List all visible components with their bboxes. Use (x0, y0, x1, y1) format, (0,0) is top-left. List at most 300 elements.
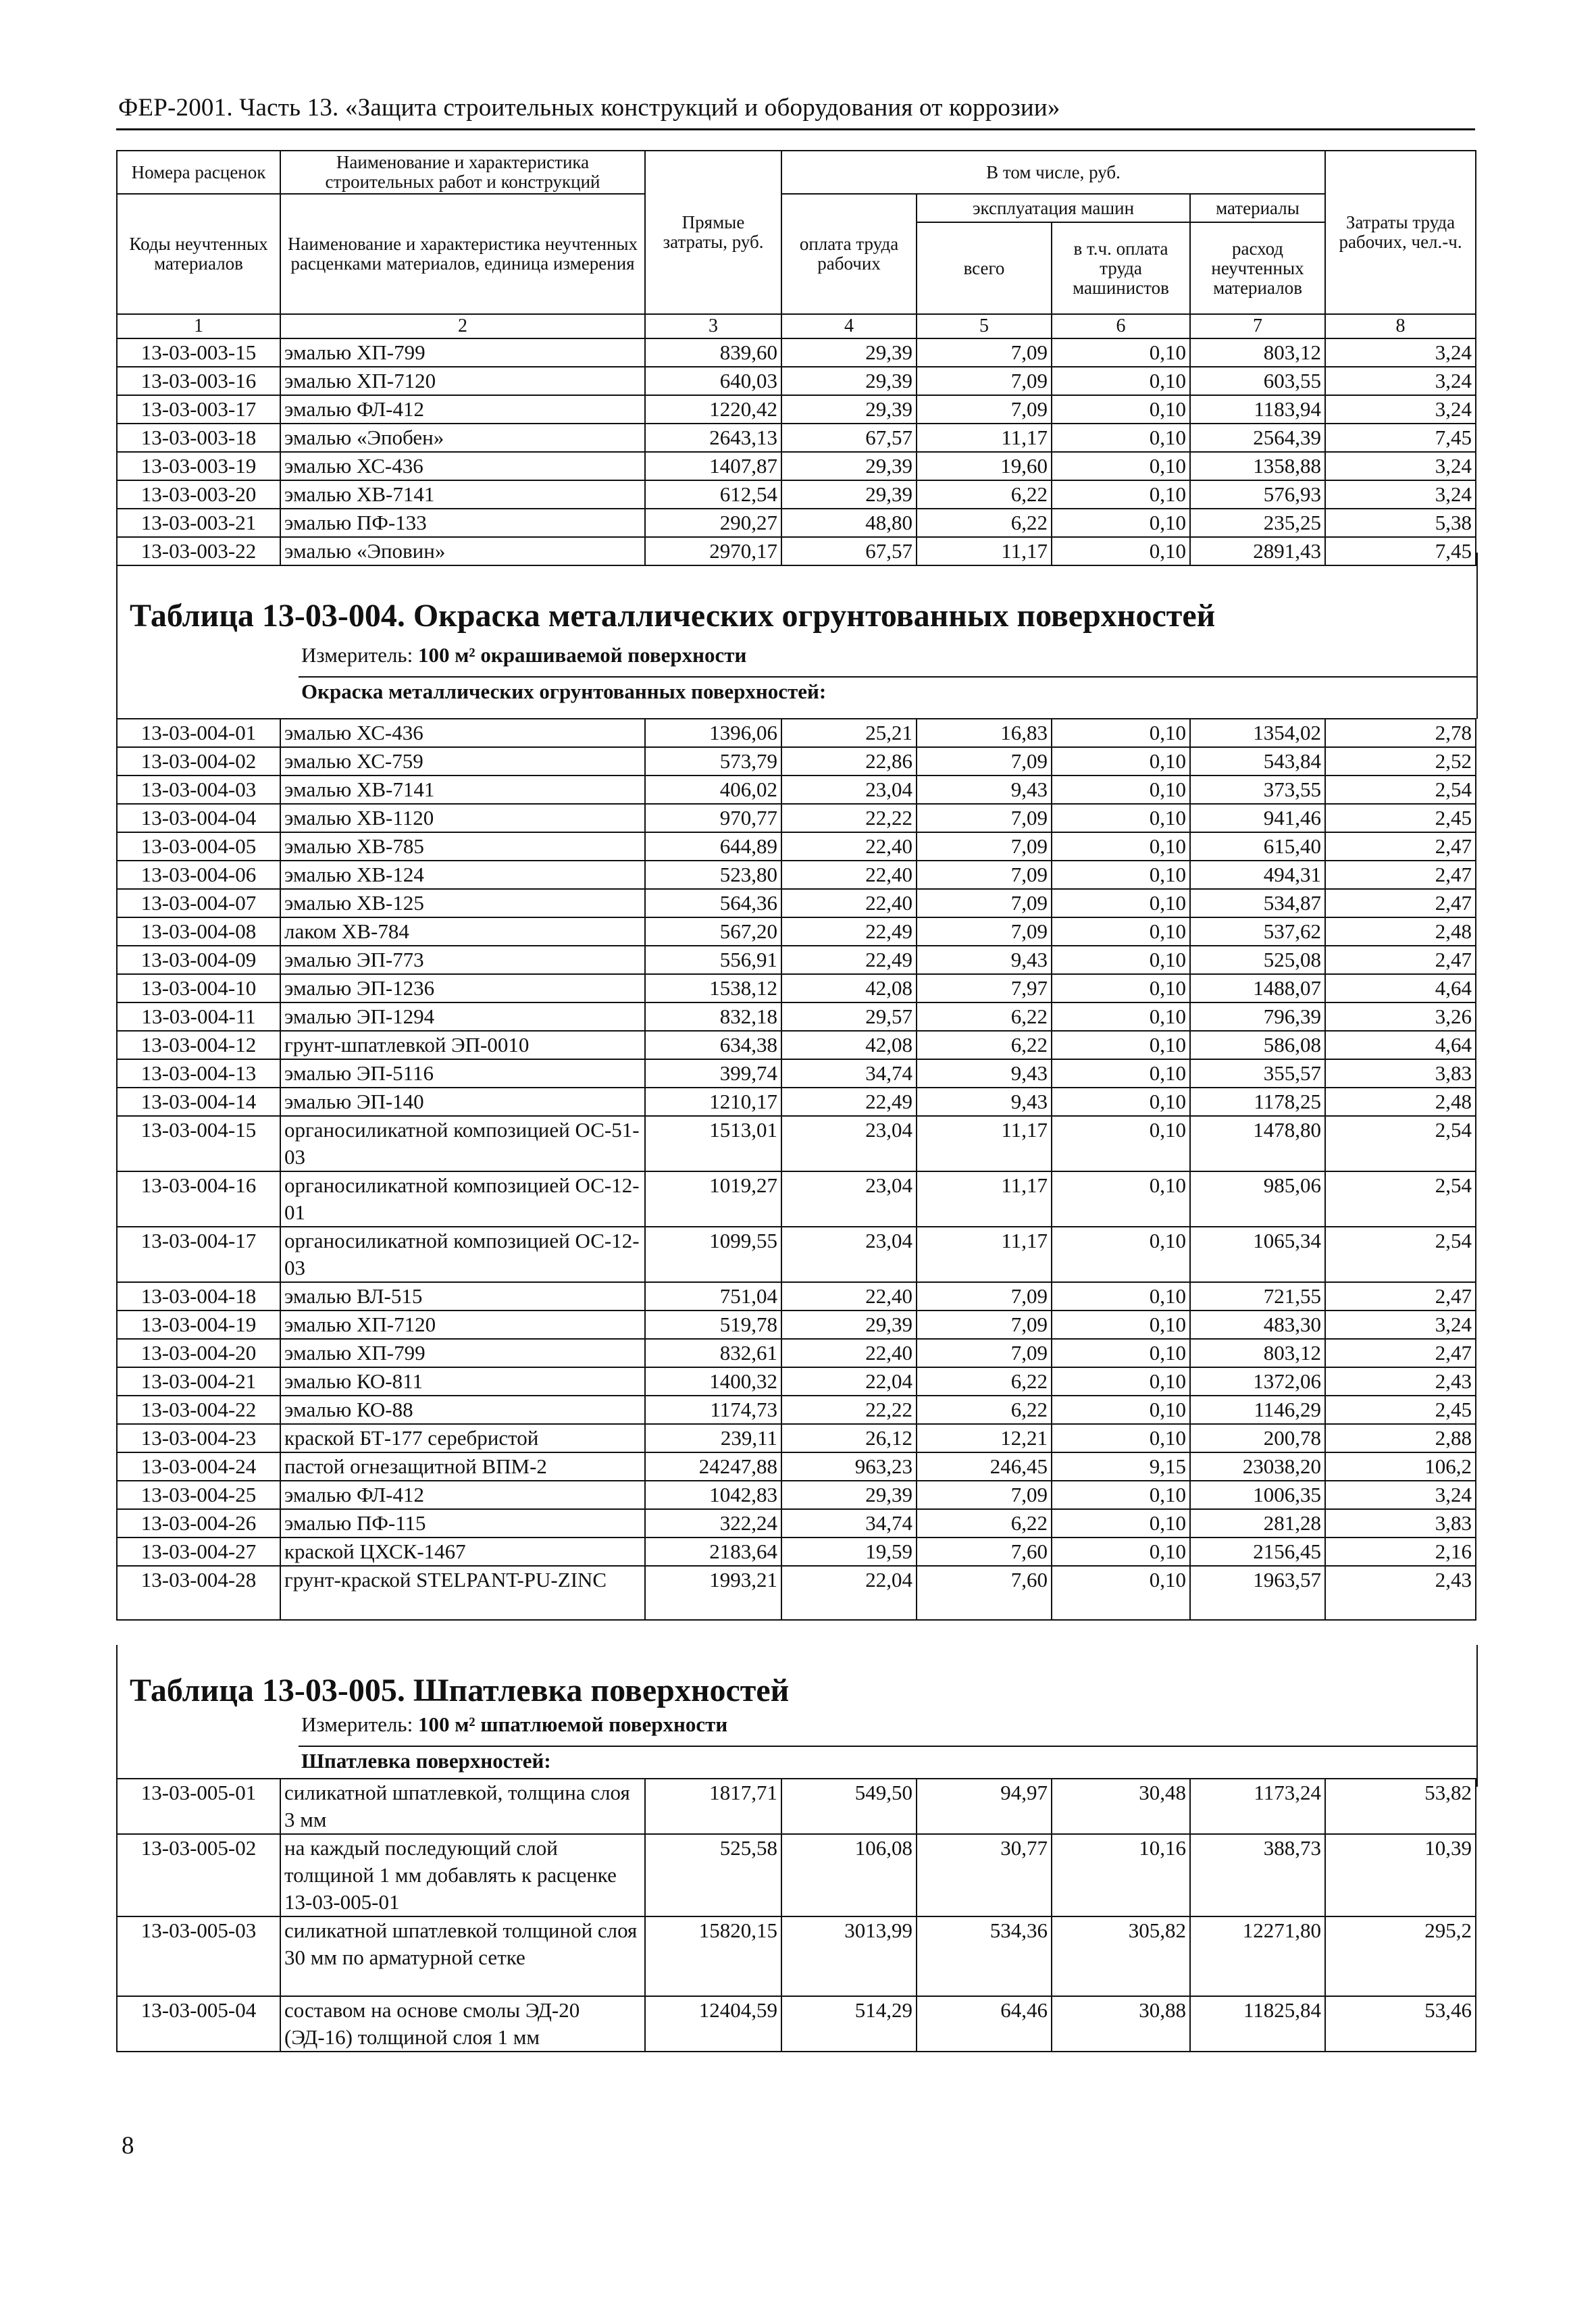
table-row (117, 974, 1476, 1002)
work-name: эмалью ФЛ-412 (280, 395, 645, 424)
cost-value: 2,45 (1325, 1396, 1476, 1424)
cost-value: 534,36 (917, 1916, 1052, 1996)
table-row (117, 480, 1476, 509)
cost-value: 514,29 (781, 1996, 917, 2052)
cost-value: 7,60 (917, 1566, 1052, 1620)
cost-value: 0,10 (1052, 480, 1190, 509)
table-row (117, 1282, 1476, 1311)
unit-label: Измеритель: (301, 643, 418, 667)
cost-value: 1354,02 (1190, 719, 1325, 747)
cost-value: 12404,59 (645, 1996, 781, 2052)
cost-value: 2,54 (1325, 1116, 1476, 1171)
table-row (117, 1566, 1476, 1620)
work-name: эмалью ХВ-125 (280, 889, 645, 917)
work-name: эмалью ХВ-785 (280, 832, 645, 861)
cost-value: 29,39 (781, 480, 917, 509)
cost-value: 6,22 (917, 480, 1052, 509)
cost-value: 22,40 (781, 861, 917, 889)
cost-value: 0,10 (1052, 1282, 1190, 1311)
cost-value: 2,54 (1325, 1171, 1476, 1227)
cost-value: 2156,45 (1190, 1537, 1325, 1566)
cost-value: 7,09 (917, 338, 1052, 367)
rate-code: 13-03-004-17 (117, 1227, 280, 1282)
work-name: краской ЦХСК-1467 (280, 1537, 645, 1566)
cost-value: 7,09 (917, 832, 1052, 861)
cost-value: 7,09 (917, 1339, 1052, 1367)
rate-code: 13-03-003-16 (117, 367, 280, 395)
cost-value: 30,88 (1052, 1996, 1190, 2052)
rate-code: 13-03-003-19 (117, 452, 280, 480)
table-13-03-003 (116, 150, 1476, 566)
cost-value: 525,58 (645, 1834, 781, 1916)
rate-code: 13-03-004-09 (117, 946, 280, 974)
cost-value: 48,80 (781, 509, 917, 537)
running-header: ФЕР-2001. Часть 13. «Защита строительных конструкций и оборудования от коррозии» (118, 94, 1060, 122)
rate-code: 13-03-004-03 (117, 776, 280, 804)
table-005-unit (301, 1712, 727, 1737)
cost-value: 7,09 (917, 1282, 1052, 1311)
cost-value: 7,09 (917, 367, 1052, 395)
work-name: эмалью ХВ-7141 (280, 480, 645, 509)
cost-value: 0,10 (1052, 747, 1190, 776)
cost-value: 22,49 (781, 1088, 917, 1116)
cost-value: 34,74 (781, 1509, 917, 1537)
cost-value: 0,10 (1052, 1481, 1190, 1509)
cost-value: 1993,21 (645, 1566, 781, 1620)
cost-value: 941,46 (1190, 804, 1325, 832)
cost-value: 537,62 (1190, 917, 1325, 946)
table-row (117, 804, 1476, 832)
cost-value: 832,18 (645, 1002, 781, 1031)
cost-value: 5,38 (1325, 509, 1476, 537)
cost-value: 1146,29 (1190, 1396, 1325, 1424)
rate-code: 13-03-004-07 (117, 889, 280, 917)
cost-value: 2643,13 (645, 424, 781, 452)
cost-value: 2,48 (1325, 1088, 1476, 1116)
cost-value: 29,39 (781, 1311, 917, 1339)
work-name: эмалью КО-811 (280, 1367, 645, 1396)
cost-value: 11,17 (917, 1116, 1052, 1171)
rate-code: 13-03-004-12 (117, 1031, 280, 1059)
col-header-including: В том числе, руб. (781, 151, 1325, 194)
rate-code: 13-03-004-22 (117, 1396, 280, 1424)
col-index: 7 (1190, 314, 1325, 338)
col-header-machines: эксплуатация машин (917, 194, 1190, 222)
cost-value: 3013,99 (781, 1916, 917, 1996)
cost-value: 4,64 (1325, 974, 1476, 1002)
cost-value: 22,40 (781, 1339, 917, 1367)
cost-value: 1174,73 (645, 1396, 781, 1424)
table-row (117, 889, 1476, 917)
cost-value: 0,10 (1052, 974, 1190, 1002)
unit-value: 100 м² шпатлюемой поверхности (417, 1712, 728, 1736)
cost-value: 0,10 (1052, 537, 1190, 565)
cost-value: 721,55 (1190, 1282, 1325, 1311)
rate-code: 13-03-004-20 (117, 1339, 280, 1367)
col-header-codes-top: Номера расценок (117, 151, 280, 194)
cost-value: 3,26 (1325, 1002, 1476, 1031)
col-header-labor-pay: оплата труда рабочих (781, 194, 917, 314)
cost-value: 1963,57 (1190, 1566, 1325, 1620)
cost-value: 0,10 (1052, 1509, 1190, 1537)
cost-value: 0,10 (1052, 1059, 1190, 1088)
cost-value: 970,77 (645, 804, 781, 832)
cost-value: 9,43 (917, 1088, 1052, 1116)
cost-value: 603,55 (1190, 367, 1325, 395)
cost-value: 2564,39 (1190, 424, 1325, 452)
unit-value: 100 м² окрашиваемой поверхности (417, 643, 747, 667)
rate-code: 13-03-003-17 (117, 395, 280, 424)
cost-value: 1178,25 (1190, 1088, 1325, 1116)
cost-value: 3,24 (1325, 367, 1476, 395)
cost-value: 7,09 (917, 917, 1052, 946)
cost-value: 7,09 (917, 395, 1052, 424)
cost-value: 3,24 (1325, 480, 1476, 509)
cost-value: 11,17 (917, 1171, 1052, 1227)
cost-value: 751,04 (645, 1282, 781, 1311)
rate-code: 13-03-004-14 (117, 1088, 280, 1116)
cost-value: 2,47 (1325, 832, 1476, 861)
cost-value: 525,08 (1190, 946, 1325, 974)
work-name: эмалью ПФ-115 (280, 1509, 645, 1537)
cost-value: 586,08 (1190, 1031, 1325, 1059)
work-name: эмалью ХВ-1120 (280, 804, 645, 832)
table-row (117, 861, 1476, 889)
col-index: 5 (917, 314, 1052, 338)
cost-value: 839,60 (645, 338, 781, 367)
cost-value: 9,43 (917, 776, 1052, 804)
work-name: эмалью «Эпобен» (280, 424, 645, 452)
rate-code: 13-03-004-28 (117, 1566, 280, 1620)
table-row (117, 719, 1476, 747)
cost-value: 1006,35 (1190, 1481, 1325, 1509)
table-005-title-block (116, 1645, 1478, 1787)
table-row (117, 747, 1476, 776)
table-row (117, 452, 1476, 480)
cost-value: 15820,15 (645, 1916, 781, 1996)
col-index: 3 (645, 314, 781, 338)
cost-value: 7,97 (917, 974, 1052, 1002)
cost-value: 2,47 (1325, 946, 1476, 974)
rate-code: 13-03-003-21 (117, 509, 280, 537)
cost-value: 23038,20 (1190, 1452, 1325, 1481)
cost-value: 11,17 (917, 1227, 1052, 1282)
cost-value: 3,24 (1325, 395, 1476, 424)
rate-code: 13-03-004-23 (117, 1424, 280, 1452)
table-004-unit (301, 643, 746, 667)
table-row (117, 1834, 1476, 1916)
cost-value: 2,47 (1325, 889, 1476, 917)
cost-value: 22,40 (781, 1282, 917, 1311)
rate-code: 13-03-003-22 (117, 537, 280, 565)
work-name: эмалью ХП-7120 (280, 1311, 645, 1339)
cost-value: 2,43 (1325, 1566, 1476, 1620)
cost-value: 34,74 (781, 1059, 917, 1088)
work-name: краской БТ-177 серебристой (280, 1424, 645, 1452)
table-row (117, 1481, 1476, 1509)
cost-value: 7,09 (917, 1481, 1052, 1509)
work-name: органосиликатной композицией ОС-51-03 (280, 1116, 645, 1171)
table-row (117, 1537, 1476, 1566)
cost-value: 94,97 (917, 1779, 1052, 1834)
cost-value: 6,22 (917, 1509, 1052, 1537)
cost-value: 22,49 (781, 946, 917, 974)
cost-value: 1210,17 (645, 1088, 781, 1116)
table-row (117, 1916, 1476, 1996)
cost-value: 0,10 (1052, 804, 1190, 832)
cost-value: 322,24 (645, 1509, 781, 1537)
cost-value: 0,10 (1052, 1311, 1190, 1339)
cost-value: 0,10 (1052, 1566, 1190, 1620)
cost-value: 0,10 (1052, 1367, 1190, 1396)
work-name: эмалью ХВ-124 (280, 861, 645, 889)
rate-code: 13-03-004-19 (117, 1311, 280, 1339)
cost-value: 519,78 (645, 1311, 781, 1339)
cost-value: 1065,34 (1190, 1227, 1325, 1282)
cost-value: 10,16 (1052, 1834, 1190, 1916)
cost-value: 11,17 (917, 424, 1052, 452)
table-row (117, 917, 1476, 946)
rate-code: 13-03-004-25 (117, 1481, 280, 1509)
cost-value: 1019,27 (645, 1171, 781, 1227)
cost-value: 64,46 (917, 1996, 1052, 2052)
table-row (117, 1031, 1476, 1059)
work-name: эмалью ЭП-773 (280, 946, 645, 974)
rate-code: 13-03-005-02 (117, 1834, 280, 1916)
work-name: эмалью «Эповин» (280, 537, 645, 565)
work-name: органосиликатной композицией ОС-12-03 (280, 1227, 645, 1282)
cost-value: 7,09 (917, 861, 1052, 889)
cost-value: 523,80 (645, 861, 781, 889)
cost-value: 2,54 (1325, 776, 1476, 804)
cost-value: 1817,71 (645, 1779, 781, 1834)
cost-value: 3,83 (1325, 1509, 1476, 1537)
work-name: эмалью ХП-799 (280, 1339, 645, 1367)
cost-value: 388,73 (1190, 1834, 1325, 1916)
cost-value: 0,10 (1052, 1537, 1190, 1566)
cost-value: 832,61 (645, 1339, 781, 1367)
cost-value: 556,91 (645, 946, 781, 974)
cost-value: 1220,42 (645, 395, 781, 424)
table-row (117, 1779, 1476, 1834)
cost-value: 4,64 (1325, 1031, 1476, 1059)
rate-code: 13-03-004-26 (117, 1509, 280, 1537)
cost-value: 7,09 (917, 1311, 1052, 1339)
rate-code: 13-03-003-18 (117, 424, 280, 452)
unit-label: Измеритель: (301, 1712, 418, 1736)
cost-value: 0,10 (1052, 1424, 1190, 1452)
table-row (117, 1088, 1476, 1116)
cost-value: 295,2 (1325, 1916, 1476, 1996)
rule (299, 1746, 1476, 1747)
cost-value: 23,04 (781, 1171, 917, 1227)
work-name: эмалью ЭП-1294 (280, 1002, 645, 1031)
cost-value: 1407,87 (645, 452, 781, 480)
cost-value: 19,60 (917, 452, 1052, 480)
column-index-row (117, 314, 1476, 338)
work-name: силикатной шпатлевкой толщиной слоя 30 мм по арматурной сетке (280, 1916, 645, 1996)
cost-value: 2183,64 (645, 1537, 781, 1566)
cost-value: 246,45 (917, 1452, 1052, 1481)
cost-value: 26,12 (781, 1424, 917, 1452)
rate-code: 13-03-004-11 (117, 1002, 280, 1031)
work-name: эмалью ХС-759 (280, 747, 645, 776)
rate-code: 13-03-005-04 (117, 1996, 280, 2052)
cost-value: 7,09 (917, 804, 1052, 832)
cost-value: 25,21 (781, 719, 917, 747)
cost-value: 16,83 (917, 719, 1052, 747)
cost-value: 634,38 (645, 1031, 781, 1059)
rate-code: 13-03-004-06 (117, 861, 280, 889)
table-row (117, 1171, 1476, 1227)
table-row (117, 509, 1476, 537)
rate-code: 13-03-003-15 (117, 338, 280, 367)
col-header-name-bottom: Наименование и характеристика неучтенных расценками материалов, единица измерения (280, 194, 645, 314)
cost-value: 0,10 (1052, 917, 1190, 946)
table-004-title: Таблица 13-03-004. Окраска металлических огрунтованных поверхностей (130, 598, 1216, 634)
header-rule (116, 128, 1475, 130)
cost-value: 2,47 (1325, 1339, 1476, 1367)
work-name: на каждый последующий слой толщиной 1 мм добавлять к расценке 13-03-005-01 (280, 1834, 645, 1916)
cost-value: 12271,80 (1190, 1916, 1325, 1996)
cost-value: 11825,84 (1190, 1996, 1325, 2052)
cost-value: 42,08 (781, 974, 917, 1002)
table-row (117, 1452, 1476, 1481)
cost-value: 7,45 (1325, 537, 1476, 565)
cost-value: 22,86 (781, 747, 917, 776)
cost-value: 6,22 (917, 1396, 1052, 1424)
cost-value: 22,40 (781, 889, 917, 917)
table-13-03-005 (116, 1778, 1476, 2052)
cost-value: 0,10 (1052, 1396, 1190, 1424)
cost-value: 106,08 (781, 1834, 917, 1916)
cost-value: 0,10 (1052, 719, 1190, 747)
cost-value: 0,10 (1052, 946, 1190, 974)
cost-value: 2,78 (1325, 719, 1476, 747)
cost-value: 200,78 (1190, 1424, 1325, 1452)
table-row (117, 424, 1476, 452)
cost-value: 576,93 (1190, 480, 1325, 509)
cost-value: 494,31 (1190, 861, 1325, 889)
rate-code: 13-03-003-20 (117, 480, 280, 509)
work-name: эмалью ФЛ-412 (280, 1481, 645, 1509)
cost-value: 53,46 (1325, 1996, 1476, 2052)
cost-value: 2,47 (1325, 861, 1476, 889)
cost-value: 6,22 (917, 1031, 1052, 1059)
cost-value: 0,10 (1052, 1116, 1190, 1171)
cost-value: 803,12 (1190, 338, 1325, 367)
table-row (117, 1059, 1476, 1088)
cost-value: 0,10 (1052, 861, 1190, 889)
work-name: эмалью ЭП-140 (280, 1088, 645, 1116)
cost-value: 2891,43 (1190, 537, 1325, 565)
cost-value: 2970,17 (645, 537, 781, 565)
work-name: органосиликатной композицией ОС-12-01 (280, 1171, 645, 1227)
cost-value: 1099,55 (645, 1227, 781, 1282)
cost-value: 803,12 (1190, 1339, 1325, 1367)
cost-value: 0,10 (1052, 452, 1190, 480)
table-005-title: Таблица 13-03-005. Шпатлевка поверхностей (130, 1673, 790, 1708)
table-row (117, 832, 1476, 861)
col-header-materials: материалы (1190, 194, 1325, 222)
rate-code: 13-03-004-02 (117, 747, 280, 776)
cost-value: 0,10 (1052, 832, 1190, 861)
col-index: 4 (781, 314, 917, 338)
cost-value: 0,10 (1052, 776, 1190, 804)
cost-value: 10,39 (1325, 1834, 1476, 1916)
cost-value: 543,84 (1190, 747, 1325, 776)
cost-value: 67,57 (781, 537, 917, 565)
table-row (117, 1367, 1476, 1396)
cost-value: 305,82 (1052, 1916, 1190, 1996)
cost-value: 11,17 (917, 537, 1052, 565)
cost-value: 6,22 (917, 509, 1052, 537)
cost-value: 29,39 (781, 452, 917, 480)
rate-code: 13-03-005-03 (117, 1916, 280, 1996)
col-header-machines-labor: в т.ч. оплата труда машинистов (1052, 222, 1190, 314)
cost-value: 483,30 (1190, 1311, 1325, 1339)
work-name: пастой огнезащитной ВПМ-2 (280, 1452, 645, 1481)
cost-value: 23,04 (781, 1116, 917, 1171)
cost-value: 0,10 (1052, 424, 1190, 452)
cost-value: 7,60 (917, 1537, 1052, 1566)
rate-code: 13-03-004-08 (117, 917, 280, 946)
table-row (117, 1116, 1476, 1171)
cost-value: 23,04 (781, 1227, 917, 1282)
cost-value: 0,10 (1052, 1339, 1190, 1367)
cost-value: 6,22 (917, 1002, 1052, 1031)
cost-value: 0,10 (1052, 1171, 1190, 1227)
cost-value: 2,52 (1325, 747, 1476, 776)
cost-value: 0,10 (1052, 395, 1190, 424)
cost-value: 22,04 (781, 1566, 917, 1620)
cost-value: 290,27 (645, 509, 781, 537)
cost-value: 2,45 (1325, 804, 1476, 832)
cost-value: 106,2 (1325, 1452, 1476, 1481)
cost-value: 22,04 (781, 1367, 917, 1396)
cost-value: 29,57 (781, 1002, 917, 1031)
work-name: эмалью КО-88 (280, 1396, 645, 1424)
cost-value: 1358,88 (1190, 452, 1325, 480)
rate-code: 13-03-004-10 (117, 974, 280, 1002)
work-name: лаком ХВ-784 (280, 917, 645, 946)
cost-value: 9,43 (917, 946, 1052, 974)
cost-value: 3,24 (1325, 338, 1476, 367)
table-row (117, 1424, 1476, 1452)
cost-value: 0,10 (1052, 889, 1190, 917)
cost-value: 534,87 (1190, 889, 1325, 917)
col-index: 6 (1052, 314, 1190, 338)
cost-value: 22,49 (781, 917, 917, 946)
cost-value: 2,88 (1325, 1424, 1476, 1452)
cost-value: 3,83 (1325, 1059, 1476, 1088)
table-row (117, 1996, 1476, 2052)
cost-value: 22,22 (781, 1396, 917, 1424)
table-row (117, 1396, 1476, 1424)
table-005-subheader: Шпатлевка поверхностей: (301, 1749, 551, 1773)
cost-value: 53,82 (1325, 1779, 1476, 1834)
rate-code: 13-03-004-15 (117, 1116, 280, 1171)
cost-value: 30,77 (917, 1834, 1052, 1916)
work-name: эмалью ВЛ-515 (280, 1282, 645, 1311)
table-row (117, 1227, 1476, 1282)
rate-code: 13-03-005-01 (117, 1779, 280, 1834)
cost-value: 399,74 (645, 1059, 781, 1088)
cost-value: 281,28 (1190, 1509, 1325, 1537)
rule (299, 676, 1476, 678)
cost-value: 549,50 (781, 1779, 917, 1834)
cost-value: 0,10 (1052, 509, 1190, 537)
